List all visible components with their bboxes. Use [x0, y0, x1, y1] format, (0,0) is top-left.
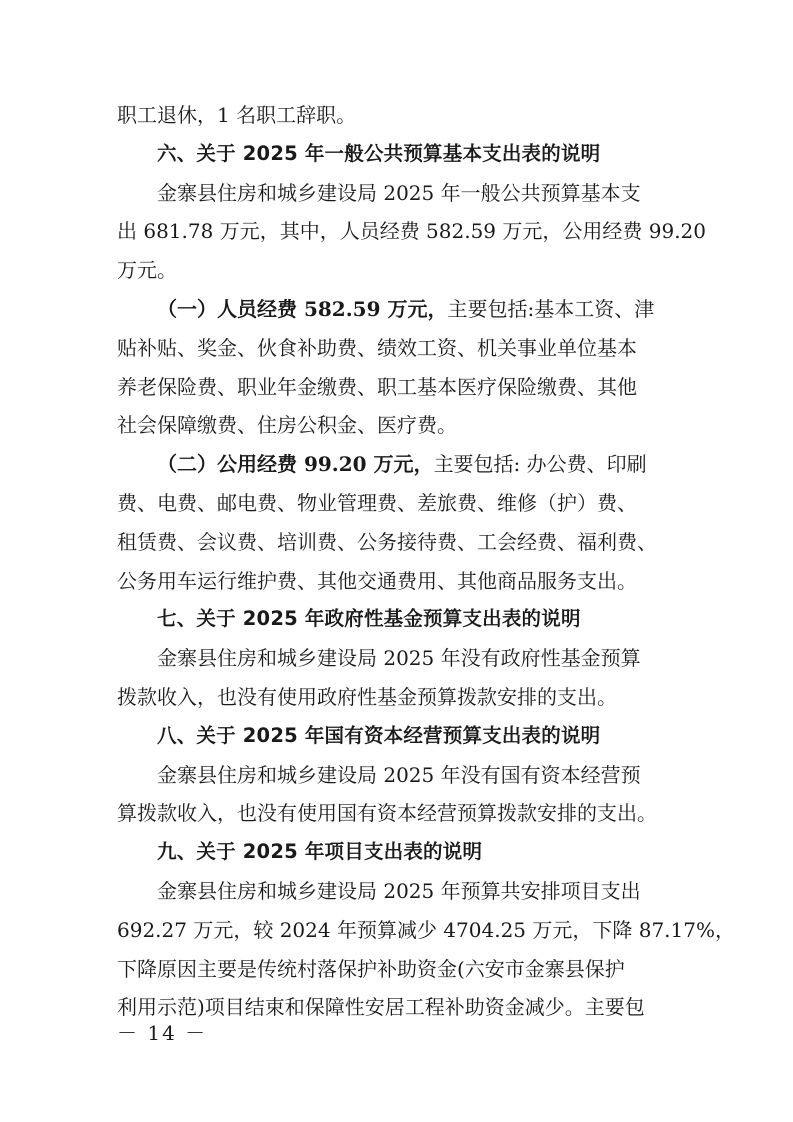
section-heading: 八、关于 2025 年国有资本经营预算支出表的说明 [157, 723, 601, 747]
body-line: 下降原因主要是传统村落保护补助资金(六安市金寨县保护 [117, 956, 625, 981]
subsection-text: 主要包括: 办公费、印刷 [433, 452, 647, 477]
body-line: 金寨县住房和城乡建设局 2025 年预算共安排项目支出 [157, 878, 641, 903]
subsection-lead: （一）人员经费 582.59 万元， [157, 296, 448, 321]
subsection-text: 主要包括:基本工资、津 [447, 296, 655, 321]
body-line: 贴补贴、奖金、伙食补助费、绩效工资、机关事业单位基本 [117, 335, 637, 360]
body-line: 金寨县住房和城乡建设局 2025 年一般公共预算基本支 [157, 180, 641, 205]
section-heading: 七、关于 2025 年政府性基金预算支出表的说明 [157, 607, 581, 631]
body-line: 费、电费、邮电费、物业管理费、差旅费、维修（护）费、 [117, 490, 637, 515]
body-line: 万元。 [117, 258, 177, 283]
page-number: － 14 － [117, 1021, 208, 1045]
section-heading: 九、关于 2025 年项目支出表的说明 [157, 840, 483, 864]
body-line: 算拨款收入，也没有使用国有资本经营预算拨款安排的支出。 [117, 801, 657, 826]
body-line: 租赁费、会议费、培训费、公务接待费、工会经费、福利费、 [117, 529, 657, 554]
section-heading: 六、关于 2025 年一般公共预算基本支出表的说明 [157, 141, 601, 165]
body-line: 金寨县住房和城乡建设局 2025 年没有国有资本经营预 [157, 762, 641, 787]
body-line: 拨款收入，也没有使用政府性基金预算拨款安排的支出。 [117, 684, 617, 709]
subsection-line [117, 445, 687, 484]
body-line: 金寨县住房和城乡建设局 2025 年没有政府性基金预算 [157, 646, 641, 671]
document-body [117, 96, 735, 1027]
body-line: 职工退休，1 名职工辞职。 [117, 103, 357, 127]
body-line: 社会保障缴费、住房公积金、医疗费。 [117, 413, 457, 438]
body-line: 利用示范)项目结束和保障性安居工程补助资金减少。主要包 [117, 995, 645, 1020]
body-line: 692.27 万元，较 2024 年预算减少 4704.25 万元，下降 87.17%， [117, 917, 735, 942]
subsection-lead: （二）公用经费 99.20 万元， [157, 452, 434, 477]
body-line: 出 681.78 万元，其中，人员经费 582.59 万元，公用经费 99.20 [117, 219, 707, 244]
body-line: 养老保险费、职业年金缴费、职工基本医疗保险缴费、其他 [117, 374, 637, 399]
body-line: 公务用车运行维护费、其他交通费用、其他商品服务支出。 [117, 568, 637, 593]
subsection-line [117, 290, 687, 329]
